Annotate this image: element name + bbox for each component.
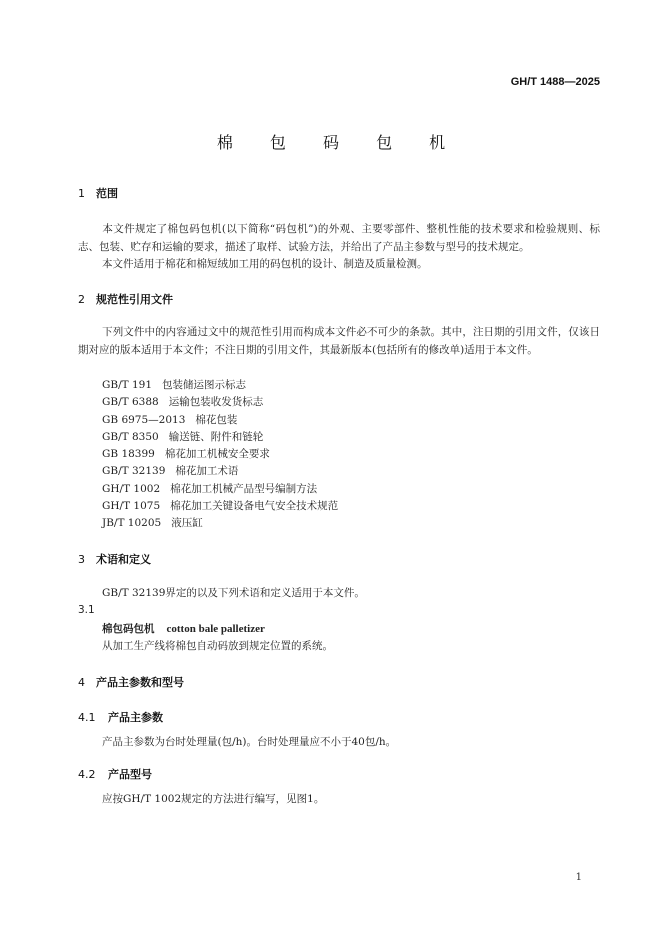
section-number: 1	[78, 187, 85, 200]
section-title: 术语和定义	[96, 553, 151, 566]
term-name-cn: 棉包码包机	[102, 623, 155, 635]
section-1-heading	[78, 185, 118, 201]
subsection-4-2-heading	[78, 766, 152, 782]
normative-references-list	[102, 377, 338, 533]
subsection-4-2-paragraph: 应按GH/T 1002规定的方法进行编写，见图1。	[102, 793, 325, 805]
reference-item: GB/T 32139 棉花加工术语	[102, 465, 239, 478]
reference-item: GB 18399 棉花加工机械安全要求	[102, 448, 270, 461]
subsection-4-1-heading	[78, 709, 163, 725]
section-2-paragraph-1: 下列文件中的内容通过文中的规范性引用而构成本文件必不可少的条款。其中，注日期的引用文件，仅该日期对应的版本适用于本文件；不注日期的引用文件，其最新版本(包括所有的修改单)适用于本文件。	[78, 326, 600, 356]
standard-number: GH/T 1488—2025	[510, 76, 600, 88]
section-number: 4	[78, 676, 85, 689]
term-name	[102, 621, 265, 636]
section-number: 2	[78, 293, 85, 306]
subsection-number: 4.2	[78, 768, 96, 781]
subsection-title: 产品主参数	[108, 711, 163, 724]
term-number: 3.1	[78, 604, 95, 616]
term-definition: 从加工生产线将棉包自动码放到规定位置的系统。	[102, 640, 333, 652]
reference-item: GB/T 191 包装储运图示标志	[102, 379, 247, 391]
reference-item: GB 6975—2013 棉花包装	[102, 413, 238, 426]
section-title: 产品主参数和型号	[96, 676, 184, 689]
reference-item: JB/T 10205 液压缸	[102, 517, 203, 530]
section-title: 范围	[96, 187, 118, 200]
section-number: 3	[78, 553, 85, 566]
section-3-paragraph-1: GB/T 32139界定的以及下列术语和定义适用于本文件。	[102, 587, 365, 599]
subsection-title: 产品型号	[108, 768, 152, 781]
subsection-number: 4.1	[78, 711, 96, 724]
reference-item: GB/T 6388 运输包装收发货标志	[102, 396, 264, 409]
section-3-heading	[78, 551, 151, 567]
section-4-heading	[78, 674, 184, 690]
section-1-paragraph-1: 本文件规定了棉包码包机(以下简称“码包机”)的外观、主要零部件、整机性能的技术要求和检验规则、标志、包装、贮存和运输的要求，描述了取样、试验方法，并给出了产品主参数与型号的技术规定。	[78, 223, 600, 253]
reference-item: GH/T 1002 棉花加工机械产品型号编制方法	[102, 482, 318, 495]
document-title: 棉 包 码 包 机	[216, 133, 462, 152]
reference-item: GH/T 1075 棉花加工关键设备电气安全技术规范	[102, 500, 339, 513]
subsection-4-1-paragraph: 产品主参数为台时处理量(包/h)。台时处理量应不小于40包/h。	[102, 736, 397, 748]
reference-item: GB/T 8350 输送链、附件和链轮	[102, 430, 264, 443]
section-1-paragraph-2: 本文件适用于棉花和棉短绒加工用的码包机的设计、制造及质量检测。	[102, 258, 428, 270]
section-title: 规范性引用文件	[96, 293, 173, 306]
page-number: 1	[575, 872, 582, 883]
section-2-heading	[78, 291, 173, 307]
term-name-en: cotton bale palletizer	[166, 623, 265, 635]
